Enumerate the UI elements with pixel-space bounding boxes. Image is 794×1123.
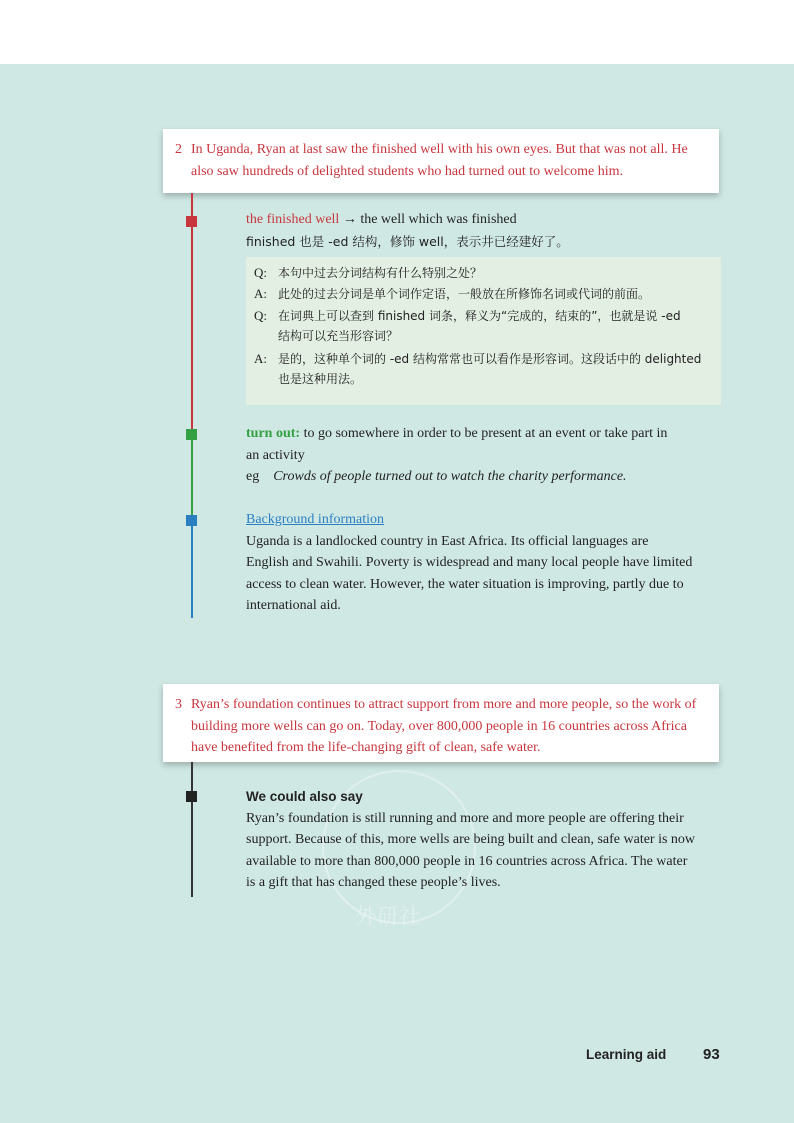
note-definition: to go somewhere in order to be present at an event or take part in <box>303 426 668 441</box>
note-line-blue <box>191 518 193 618</box>
background-line: international aid. <box>246 598 341 613</box>
note-finished-well <box>246 209 722 252</box>
background-line: access to clean water. However, the water situation is improving, partly due to <box>246 576 684 592</box>
quote-text: In Uganda, Ryan at last saw the finished well with his own eyes. But that was not all. He also saw hundreds of delighted students who had turned out to welcome him. <box>191 142 688 179</box>
black-marker-icon <box>186 791 197 802</box>
footer-label: Learning aid <box>586 1047 667 1062</box>
qa-item-continued: 也是这种用法。 <box>278 372 363 386</box>
qa-item: A: 此处的过去分词是单个词作定语，一般放在所修饰名词或代词的前面。 <box>254 286 651 301</box>
qa-item: Q: 在词典上可以查到 finished 词条，释义为“完成的，结束的”，也就是说 -ed <box>254 308 681 323</box>
example-sentence: Crowds of people turned out to watch the charity performance. <box>273 469 627 484</box>
qa-item-continued: 结构可以充当形容词？ <box>278 329 399 343</box>
note-explanation: finished 也是 -ed 结构，修饰 well，表示井已经建好了。 <box>246 233 569 249</box>
red-marker-icon <box>186 216 197 227</box>
note-line: available to more than 800,000 people in 16 countries across Africa. The water <box>246 853 688 869</box>
passage-quote-2 <box>163 129 719 193</box>
qa-box <box>246 257 721 405</box>
qa-item: Q: 本句中过去分词结构有什么特别之处？ <box>254 265 483 280</box>
paragraph-number: 2 <box>175 142 182 157</box>
note-line-red <box>191 193 193 430</box>
note-heading: We could also say <box>246 789 363 804</box>
paragraph-number: 3 <box>175 697 182 712</box>
note-definition: the well which was finished <box>360 212 517 227</box>
note-term: turn out: <box>246 426 301 441</box>
green-marker-icon <box>186 429 197 440</box>
note-could-also-say <box>246 786 722 894</box>
note-term: the finished well <box>246 212 340 227</box>
note-line: is a gift that has changed these people’s lives. <box>246 875 501 890</box>
background-line: Uganda is a landlocked country in East Africa. Its official languages are <box>246 533 649 549</box>
note-line-green <box>191 430 193 518</box>
note-line-black <box>191 762 193 897</box>
eg-label: eg <box>246 469 260 484</box>
blue-marker-icon <box>186 515 197 526</box>
page-number: 93 <box>703 1046 720 1063</box>
background-line: English and Swahili. Poverty is widespread and many local people have limited <box>246 555 693 570</box>
watermark-text: 外研社 <box>355 905 422 930</box>
quote-text: Ryan’s foundation continues to attract support from more and more people, so the work of building more wells can go on. Today, over 800,000 people in 16 countries across Africa have benefited from the life-changing gift of clean, safe water. <box>191 697 697 755</box>
passage-quote-3 <box>163 684 719 762</box>
note-turn-out <box>246 423 722 488</box>
note-line: Ryan’s foundation is still running and more and more people are offering their <box>246 810 684 826</box>
note-definition-cont: an activity <box>246 447 305 463</box>
arrow-icon: → <box>342 212 357 227</box>
qa-item: A: 是的，这种单个词的 -ed 结构常常也可以看作是形容词。这段话中的 delighted <box>254 351 702 366</box>
note-line: support. Because of this, more wells are being built and clean, safe water is now <box>246 832 696 847</box>
note-background <box>246 509 722 617</box>
background-heading: Background information <box>246 512 385 527</box>
